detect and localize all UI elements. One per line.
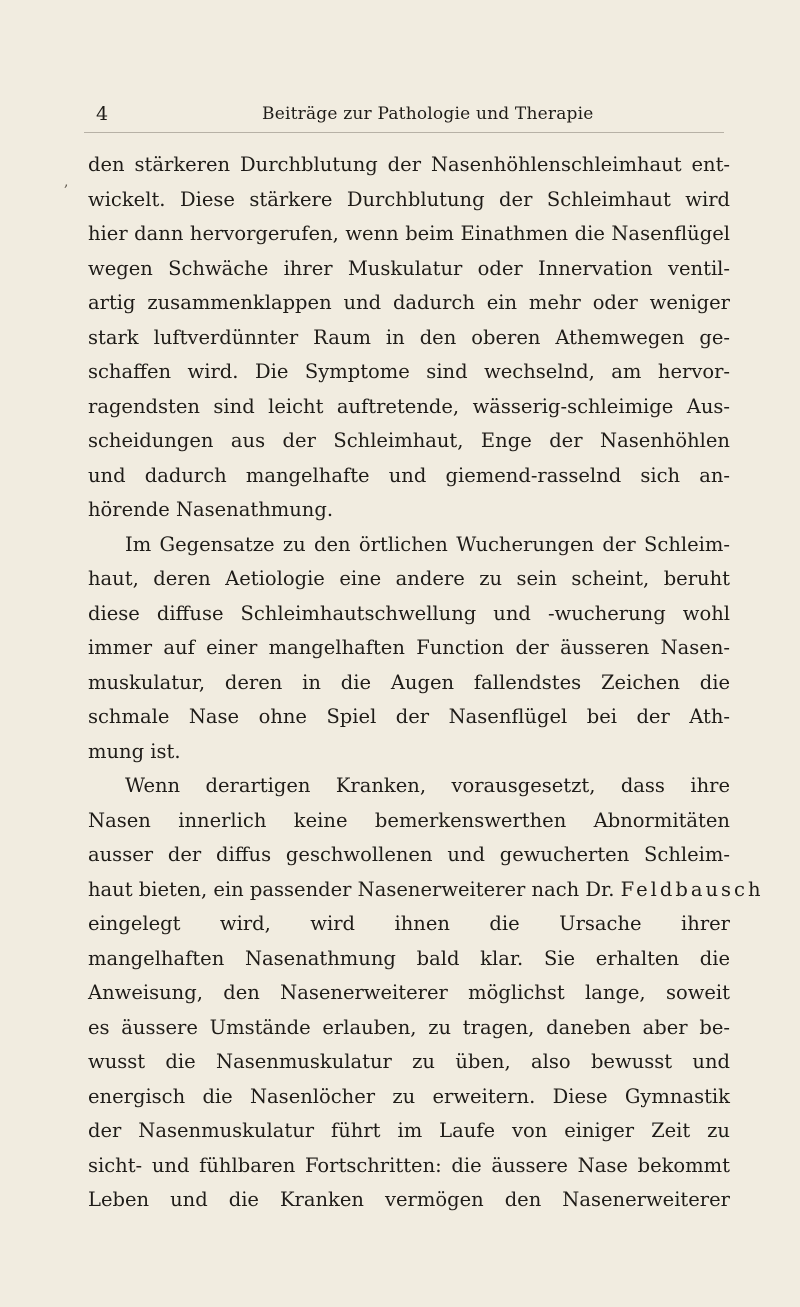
text-line: artig zusammenklappen und dadurch ein mehr oder weniger [88,291,730,314]
text-line: der Nasenmuskulatur führt im Laufe von einiger Zeit zu [88,1119,730,1142]
paragraph-first-line: Im Gegensatze zu den örtlichen Wucherungen der Schleim- [125,532,730,556]
text-line: wusst die Nasenmuskulatur zu üben, also bewusst und [88,1050,730,1073]
text-line: Leben und die Kranken vermögen den Nasenerweiterer [88,1188,730,1211]
page-number: 4 [96,103,109,125]
text-line: eingelegt wird, wird ihnen die Ursache ihrer [88,912,730,935]
text-line [88,873,764,908]
author-name: Feldbausch [620,877,764,901]
running-title: Beiträge zur Pathologie und Therapie [262,104,594,124]
text-line: Nasen innerlich keine bemerkenswerthen Abnormitäten [88,808,730,832]
page-header [84,100,724,128]
text-line: sicht- und fühlbaren Fortschritten: die äussere Nase bekommt [88,1153,730,1177]
text-line: wickelt. Diese stärkere Durchblutung der Schleimhaut wird [88,187,730,211]
text-line: mung ist. [88,739,181,763]
text-line: schmale Nase ohne Spiel der Nasenflügel bei der Ath- [88,705,730,728]
text-line: hier dann hervorgerufen, wenn beim Einathmen die Nasenflügel [88,222,730,245]
text-line: immer auf einer mangelhaften Function der äusseren Nasen- [88,636,730,659]
marginal-mark: , [64,174,69,190]
header-rule [84,132,724,133]
text-line: haut, deren Aetiologie eine andere zu sein scheint, beruht [88,567,730,590]
text-line: wegen Schwäche ihrer Muskulatur oder Innervation ventil- [88,256,730,280]
text-line: es äussere Umstände erlauben, zu tragen, daneben aber be- [88,1015,730,1039]
text-line: ausser der diffus geschwollenen und gewucherten Schleim- [88,843,730,866]
text-line: mangelhaften Nasenathmung bald klar. Sie erhalten die [88,946,730,970]
text-line: Anweisung, den Nasenerweiterer möglichst lange, soweit [88,981,730,1004]
text-line: muskulatur, deren in die Augen fallendstes Zeichen die [88,670,730,694]
text-line: stark luftverdünnter Raum in den oberen Athemwegen ge- [88,325,730,349]
text-line: hörende Nasenathmung. [88,498,334,521]
text-line: energisch die Nasenlöcher zu erweitern. Diese Gymnastik [88,1084,730,1108]
text-line: ragendsten sind leicht auftretende, wässerig-schleimige Aus- [88,394,730,418]
text-line: den stärkeren Durchblutung der Nasenhöhlenschleimhaut ent- [88,153,730,176]
body-text [88,148,764,1218]
paragraph-first-line: Wenn derartigen Kranken, vorausgesetzt, dass ihre [125,774,730,797]
text-line: scheidungen aus der Schleimhaut, Enge der Nasenhöhlen [88,429,730,452]
text-line: und dadurch mangelhafte und giemend-rasselnd sich an- [88,463,730,487]
text-line: diese diffuse Schleimhautschwellung und -wucherung wohl [88,601,730,625]
text-fragment: haut bieten, ein passender Nasenerweiterer nach Dr. [88,877,615,901]
text-line: schaffen wird. Die Symptome sind wechselnd, am hervor- [88,360,730,383]
